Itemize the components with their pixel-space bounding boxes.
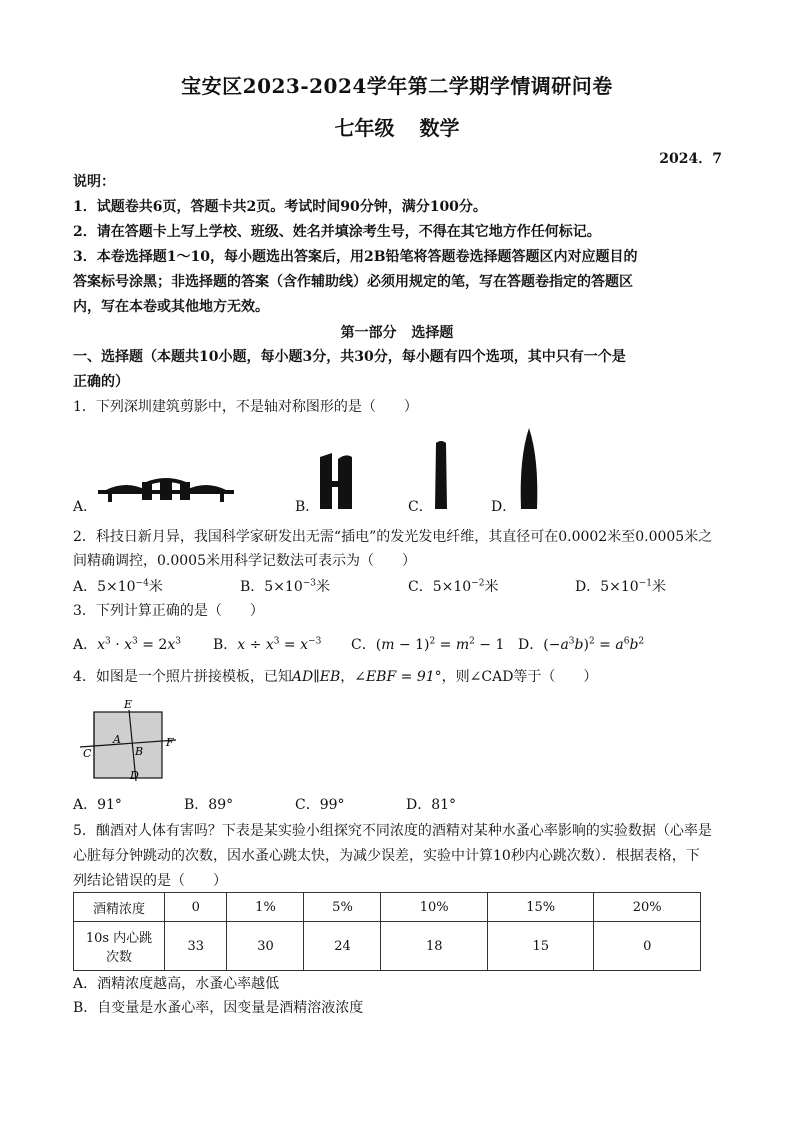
q4-figure	[80, 697, 180, 781]
table-row	[74, 922, 701, 971]
q2-option-b: B．$5\times 10^{-3}$米	[240, 578, 331, 595]
instruction-line-3: 3．本卷选择题1～10，每小题选出答案后，用2B铅笔将答题卷选择题答题区内对应题目的	[73, 249, 638, 265]
instruction-line-1: 1．试题卷共6页，答题卡共2页。考试时间90分钟，满分100分。	[73, 199, 487, 215]
q3-stem: 3．下列计算正确的是（ ）	[73, 603, 264, 619]
table-row-header: 酒精浓度	[74, 893, 165, 922]
spire-silhouette-icon	[517, 428, 541, 509]
fig-label-a: A	[113, 733, 121, 746]
table-cell: 33	[165, 922, 227, 971]
q5-data-table	[73, 892, 701, 971]
tower-silhouette-icon	[433, 439, 449, 509]
fig-label-d: D	[130, 769, 139, 781]
exam-title: 宝安区2023-2024学年第二学期学情调研问卷	[181, 74, 613, 98]
exam-date: 2024．7	[659, 151, 722, 167]
fig-label-f: F	[166, 736, 174, 749]
q3-option-d: D．$(-a^3b)^2 = a^6b^2$	[518, 636, 645, 653]
table-cell: 10%	[381, 893, 487, 922]
q1-option-c-label: C．	[408, 499, 433, 515]
table-cell: 15%	[487, 893, 593, 922]
q4-option-a: A．91°	[73, 797, 122, 813]
table-cell: 18	[381, 922, 487, 971]
q1-option-a-label: A．	[73, 499, 98, 515]
table-cell: 15	[487, 922, 593, 971]
table-cell: 30	[227, 922, 304, 971]
q3-option-b: B．$x \div x^3 = x^{-3}$	[213, 636, 322, 653]
q2-option-a: A．$5\times 10^{-4}$米	[73, 578, 163, 595]
twin-tower-silhouette-icon	[318, 451, 354, 509]
bridge-silhouette-icon	[98, 476, 234, 508]
q2-option-d: D．$5\times 10^{-1}$米	[575, 578, 666, 595]
instruction-line-2: 2．请在答题卡上写上学校、班级、姓名并填涂考生号，不得在其它地方作任何标记。	[73, 224, 601, 240]
table-cell: 20%	[594, 893, 701, 922]
table-cell: 0	[165, 893, 227, 922]
q4-option-d: D．81°	[406, 797, 457, 813]
q1-stem: 1．下列深圳建筑剪影中，不是轴对称图形的是（ ）	[73, 399, 418, 415]
q1-option-d-label: D．	[491, 499, 517, 515]
table-row-header: 10s 内心跳 次数	[74, 922, 165, 971]
q3-option-a: A．$x^3 \cdot x^3 = 2x^3$	[73, 636, 181, 653]
q4-stem: 4．如图是一个照片拼接模板，已知AD∥EB，∠EBF = 91°，则∠CAD等于（ ）	[73, 669, 598, 685]
q5-stem-line-3: 列结论错误的是（ ）	[73, 873, 227, 889]
q2-stem-line-1: 2．科技日新月异，我国科学家研发出无需“插电”的发光发电纤维，其直径可在0.0002米至0.0005米之	[73, 529, 713, 545]
fig-label-b: B	[135, 745, 144, 758]
instructions-heading: 说明：	[73, 174, 115, 190]
q2-stem-line-2: 间精确调控，0.0005米用科学记数法可表示为（ ）	[73, 553, 416, 569]
fig-label-c: C	[83, 747, 92, 760]
section-intro-line-1: 一、选择题（本题共10小题，每小题3分，共30分，每小题有四个选项，其中只有一个是	[73, 349, 626, 365]
q4-option-b: B．89°	[184, 797, 234, 813]
q5-stem-line-1: 5．酗酒对人体有害吗？下表是某实验小组探究不同浓度的酒精对某种水蚤心率影响的实验数据（心率是	[73, 823, 712, 839]
q1-option-b-label: B．	[295, 499, 320, 515]
q2-option-c: C．$5\times 10^{-2}$米	[408, 578, 499, 595]
table-cell: 24	[304, 922, 381, 971]
table-row	[74, 893, 701, 922]
q3-option-c: C．$(m - 1)^2 = m^2 - 1$	[351, 636, 505, 653]
q5-option-b: B．自变量是水蚤心率，因变量是酒精溶液浓度	[73, 1000, 364, 1016]
table-cell: 5%	[304, 893, 381, 922]
table-cell: 1%	[227, 893, 304, 922]
table-cell: 0	[594, 922, 701, 971]
instruction-line-5: 内，写在本卷或其他地方无效。	[73, 299, 269, 315]
q5-stem-line-2: 心脏每分钟跳动的次数，因水蚤心跳太快，为减少误差，实验中计算10秒内心跳次数）．根据表格，下	[73, 848, 700, 864]
fig-label-e: E	[124, 698, 133, 711]
section-intro-line-2: 正确的）	[73, 374, 129, 390]
instruction-line-4: 答案标号涂黑；非选择题的答案（含作辅助线）必须用规定的笔，写在答题卷指定的答题区	[73, 274, 633, 290]
exam-subtitle: 七年级 数学	[334, 116, 460, 140]
section-title: 第一部分 选择题	[340, 325, 454, 341]
q4-option-c: C．99°	[295, 797, 345, 813]
q5-option-a: A．酒精浓度越高，水蚤心率越低	[73, 976, 280, 992]
